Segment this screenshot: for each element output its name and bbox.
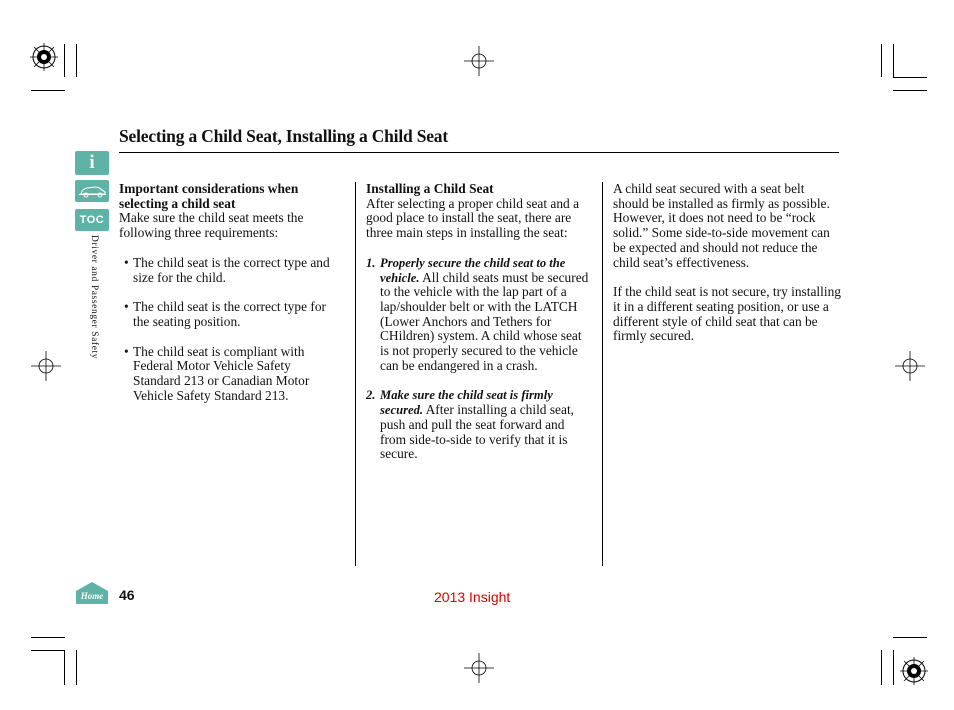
registration-mark-top-left bbox=[30, 43, 58, 71]
home-icon bbox=[75, 582, 109, 604]
list-item: • The child seat is the correct type for the seating position. bbox=[119, 300, 341, 329]
toc-button[interactable] bbox=[75, 209, 109, 231]
step-lead: Make sure the child seat is firmly secured. bbox=[380, 388, 553, 418]
considerations-heading: Important considerations when selecting a child seat bbox=[119, 181, 299, 211]
crosshair-mark-top bbox=[464, 46, 494, 76]
crosshair-mark-bottom bbox=[464, 653, 494, 683]
section-side-label bbox=[85, 235, 105, 395]
column-notes bbox=[613, 182, 841, 344]
installing-intro: After selecting a proper child seat and a good place to install the seat, there are three main steps in installing the seat: bbox=[366, 195, 580, 241]
info-icon: i bbox=[89, 152, 95, 173]
side-label-text: Driver and Passenger Safety bbox=[89, 235, 99, 360]
car-icon bbox=[75, 180, 109, 202]
crosshair-mark-left bbox=[31, 351, 61, 381]
column-installing bbox=[366, 182, 592, 462]
step-number: 1. bbox=[366, 255, 376, 270]
page-number: 46 bbox=[119, 587, 135, 603]
step-text: All child seats must be secured to the vehicle with the lap part of a lap/shoulder belt or with the LATCH (Lower Anchors and Tethers for CHildren) system. A child whose seat is not properly secured to the vehicle can be endangered in a crash. bbox=[380, 269, 589, 373]
step-item bbox=[366, 388, 592, 462]
step-item bbox=[366, 256, 592, 374]
crosshair-mark-right bbox=[895, 351, 925, 381]
vehicle-index-button[interactable] bbox=[75, 180, 109, 202]
list-item: • The child seat is compliant with Federal Motor Vehicle Safety Standard 213 or Canadian Motor Vehicle Safety Standard 213. bbox=[119, 345, 341, 404]
step-number: 2. bbox=[366, 388, 376, 403]
info-button[interactable] bbox=[75, 151, 109, 175]
column-divider bbox=[602, 182, 603, 566]
installing-heading: Installing a Child Seat bbox=[366, 181, 494, 196]
column-considerations bbox=[119, 182, 341, 403]
registration-mark-bottom-right bbox=[900, 657, 928, 685]
page-title: Selecting a Child Seat, Installing a Child Seat bbox=[119, 126, 448, 146]
footer-title: 2013 Insight bbox=[434, 589, 511, 605]
step-text: After installing a child seat, push and pull the seat forward and from side-to-side to verify that it is secure. bbox=[380, 402, 575, 462]
list-item: • The child seat is the correct type and size for the child. bbox=[119, 256, 341, 285]
home-button[interactable] bbox=[75, 582, 109, 604]
note-paragraph: If the child seat is not secure, try installing it in a different seating position, or use a different style of child seat that can be firmly secured. bbox=[613, 284, 841, 344]
toc-label: TOC bbox=[79, 214, 105, 226]
step-lead: Properly secure the child seat to the vehicle. bbox=[380, 255, 566, 285]
considerations-intro: Make sure the child seat meets the following three requirements: bbox=[119, 210, 304, 241]
home-label: Home bbox=[80, 591, 104, 601]
column-divider bbox=[355, 182, 356, 566]
title-divider bbox=[119, 152, 839, 153]
note-paragraph: A child seat secured with a seat belt should be installed as firmly as possible. However, it does not need to be “rock solid.” Some side-to-side movement can be expected and should not reduce the child seat’s effectiveness. bbox=[613, 181, 830, 270]
